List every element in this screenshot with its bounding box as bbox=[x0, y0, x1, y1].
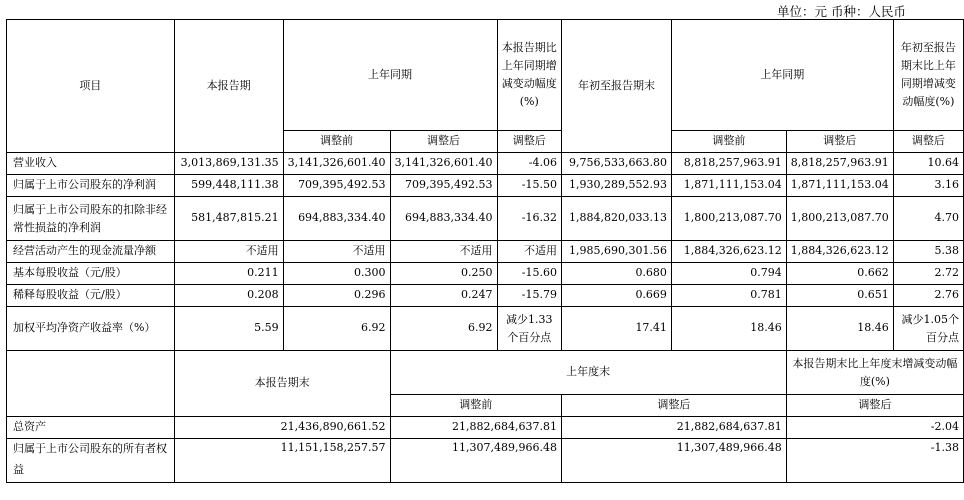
header-ytd-before-adj: 调整前 bbox=[671, 131, 786, 153]
table-row: 营业收入 3,013,869,131.35 3,141,326,601.40 3,141,326,601.40 -4.06 9,756,533,663.80 8,818,257,963.91 8,818,257,963.91 10.64 bbox=[7, 153, 964, 175]
financial-data-table bbox=[6, 19, 964, 483]
header-current-change: 本报告期比上年同期增减变动幅度(%) bbox=[497, 20, 561, 131]
header-change-after-adj: 调整后 bbox=[497, 131, 561, 153]
header-prior-same-period: 上年同期 bbox=[283, 20, 497, 131]
header-ytd-after-adj: 调整后 bbox=[786, 131, 893, 153]
header-ytd-end: 年初至报告期末 bbox=[562, 20, 672, 153]
table-row: 经营活动产生的现金流量净额 不适用 不适用 不适用 不适用 1,985,690,301.56 1,884,326,623.12 1,884,326,623.12 5.38 bbox=[7, 241, 964, 263]
balance-header-change-after-adj: 调整后 bbox=[786, 395, 963, 417]
balance-header-before-adj: 调整前 bbox=[390, 395, 561, 417]
header-prior-after-adj: 调整后 bbox=[390, 131, 497, 153]
balance-header-prior-year-end: 上年度末 bbox=[390, 351, 786, 395]
table-row: 归属于上市公司股东的扣除非经常性损益的净利润 581,487,815.21 694,883,334.40 694,883,334.40 -16.32 1,884,820,033.13 1,800,213,087.70 1,800,213,087.70 4.70 bbox=[7, 197, 964, 241]
header-current-period: 本报告期 bbox=[174, 20, 283, 153]
table-row: 归属于上市公司股东的净利润 599,448,111.38 709,395,492.53 709,395,492.53 -15.50 1,930,289,552.93 1,871,111,153.04 1,871,111,153.04 3.16 bbox=[7, 175, 964, 197]
balance-header-blank bbox=[7, 351, 175, 417]
table-row: 加权平均净资产收益率（%） 5.59 6.92 6.92 减少1.33个百分点 17.41 18.46 18.46 减少1.05个百分点 bbox=[7, 307, 964, 351]
header-ytd-change-after-adj: 调整后 bbox=[893, 131, 963, 153]
header-ytd-prior-same-period: 上年同期 bbox=[671, 20, 893, 131]
table-row: 稀释每股收益（元/股） 0.208 0.296 0.247 -15.79 0.669 0.781 0.651 2.76 bbox=[7, 285, 964, 307]
table-row: 基本每股收益（元/股） 0.211 0.300 0.250 -15.60 0.680 0.794 0.662 2.72 bbox=[7, 263, 964, 285]
balance-header-after-adj: 调整后 bbox=[562, 395, 787, 417]
balance-header-period-end: 本报告期末 bbox=[174, 351, 390, 417]
header-prior-before-adj: 调整前 bbox=[283, 131, 390, 153]
table-row: 总资产 21,436,890,661.52 21,882,684,637.81 21,882,684,637.81 -2.04 bbox=[7, 417, 964, 439]
header-ytd-change: 年初至报告期末比上年同期增减变动幅度(%) bbox=[893, 20, 963, 131]
header-item: 项目 bbox=[7, 20, 175, 153]
unit-currency-note: 单位：元 币种：人民币 bbox=[777, 4, 906, 19]
balance-header-change: 本报告期末比上年度末增减变动幅度(%) bbox=[786, 351, 963, 395]
table-row: 归属于上市公司股东的所有者权益 11,151,158,257.57 11,307,489,966.48 11,307,489,966.48 -1.38 bbox=[7, 439, 964, 483]
